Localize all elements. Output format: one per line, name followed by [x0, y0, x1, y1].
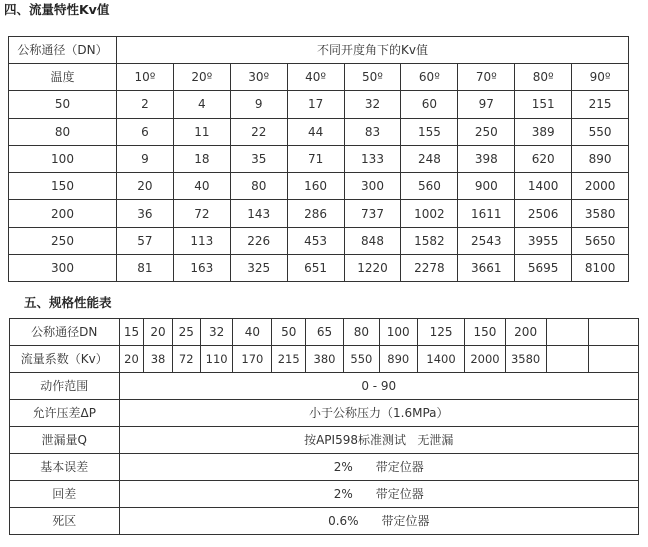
kv-value-cell: 83 [344, 118, 401, 145]
kv-value: 110 [200, 346, 233, 373]
dn-value: 65 [306, 319, 344, 346]
dn-value: 80 [343, 319, 379, 346]
dn-value: 100 [379, 319, 417, 346]
spec-value: 按API598标准测试 无泄漏 [119, 427, 638, 454]
dn-cell: 50 [9, 91, 117, 118]
dn-value: 32 [200, 319, 233, 346]
kv-value-cell: 113 [173, 227, 230, 254]
kv-value-cell: 17 [287, 91, 344, 118]
spec-row [10, 427, 639, 454]
spec-value: 小于公称压力（1.6MPa） [119, 400, 638, 427]
spec-value: 2% 带定位器 [119, 454, 638, 481]
kv-value-cell: 1611 [458, 200, 515, 227]
table-row [9, 118, 629, 145]
kv-value-cell: 155 [401, 118, 458, 145]
kv-value-cell: 250 [458, 118, 515, 145]
kv-value-cell: 398 [458, 145, 515, 172]
kv-value-cell: 6 [117, 118, 174, 145]
kv-value: 380 [306, 346, 344, 373]
dn-value [589, 319, 639, 346]
kv-value: 215 [272, 346, 306, 373]
kv-value-cell: 8100 [572, 255, 629, 282]
spec-table [9, 318, 639, 535]
kv-value-cell: 3580 [572, 200, 629, 227]
kv-value: 38 [144, 346, 172, 373]
kv-value: 890 [379, 346, 417, 373]
kv-table-header-row [9, 37, 629, 64]
dn-row [10, 319, 639, 346]
kv-value [546, 346, 588, 373]
kv-value-cell: 20 [117, 173, 174, 200]
kv-value-cell: 2506 [515, 200, 572, 227]
kv-coefficient-row [10, 346, 639, 373]
dn-cell: 80 [9, 118, 117, 145]
dn-value: 20 [144, 319, 172, 346]
kv-value-cell: 737 [344, 200, 401, 227]
kv-value-cell: 163 [173, 255, 230, 282]
dn-label: 公称通径DN [10, 319, 120, 346]
angle-header: 不同开度角下的Kv值 [117, 37, 629, 64]
angle-cell: 90º [572, 64, 629, 91]
spec-label: 允许压差ΔP [10, 400, 120, 427]
kv-value-cell: 35 [230, 145, 287, 172]
kv-value-cell: 80 [230, 173, 287, 200]
kv-value: 170 [233, 346, 272, 373]
dn-cell: 250 [9, 227, 117, 254]
kv-value-cell: 22 [230, 118, 287, 145]
table-row [9, 173, 629, 200]
kv-value-cell: 560 [401, 173, 458, 200]
dn-value: 25 [172, 319, 200, 346]
kv-value-cell: 151 [515, 91, 572, 118]
kv-value-cell: 57 [117, 227, 174, 254]
spec-label: 回差 [10, 481, 120, 508]
spec-value: 0.6% 带定位器 [119, 508, 638, 535]
table-row [9, 227, 629, 254]
table-row [9, 200, 629, 227]
kv-value-cell: 18 [173, 145, 230, 172]
kv-value-cell: 160 [287, 173, 344, 200]
kv-value-cell: 620 [515, 145, 572, 172]
kv-value-cell: 5695 [515, 255, 572, 282]
kv-value-cell: 44 [287, 118, 344, 145]
dn-cell: 150 [9, 173, 117, 200]
spec-label: 死区 [10, 508, 120, 535]
spec-label: 动作范围 [10, 373, 120, 400]
kv-value-cell: 81 [117, 255, 174, 282]
kv-value-cell: 97 [458, 91, 515, 118]
kv-value-cell: 453 [287, 227, 344, 254]
dn-value: 50 [272, 319, 306, 346]
dn-value: 125 [417, 319, 465, 346]
kv-value-cell: 325 [230, 255, 287, 282]
spec-value: 0 - 90 [119, 373, 638, 400]
kv-label: 流量系数（Kv） [10, 346, 120, 373]
kv-value-cell: 36 [117, 200, 174, 227]
kv-value-cell: 1220 [344, 255, 401, 282]
kv-value-cell: 550 [572, 118, 629, 145]
spec-row [10, 454, 639, 481]
table-row [9, 145, 629, 172]
kv-value: 2000 [465, 346, 505, 373]
kv-value-cell: 9 [230, 91, 287, 118]
spec-row [10, 481, 639, 508]
dn-header: 公称通径（DN） [9, 37, 117, 64]
kv-value-cell: 890 [572, 145, 629, 172]
kv-value-cell: 32 [344, 91, 401, 118]
kv-value-cell: 4 [173, 91, 230, 118]
kv-value-cell: 133 [344, 145, 401, 172]
kv-value-cell: 286 [287, 200, 344, 227]
kv-value-cell: 2000 [572, 173, 629, 200]
section-4-title: 四、流量特性Kv值 [4, 2, 110, 17]
dn-cell: 100 [9, 145, 117, 172]
angle-cell: 70º [458, 64, 515, 91]
kv-value: 550 [343, 346, 379, 373]
kv-value: 20 [119, 346, 144, 373]
kv-value-cell: 900 [458, 173, 515, 200]
kv-value-cell: 1002 [401, 200, 458, 227]
dn-value: 150 [465, 319, 505, 346]
kv-value: 72 [172, 346, 200, 373]
kv-value-cell: 1400 [515, 173, 572, 200]
dn-value [546, 319, 588, 346]
kv-value-cell: 3661 [458, 255, 515, 282]
kv-value-cell: 72 [173, 200, 230, 227]
angle-cell: 50º [344, 64, 401, 91]
spec-row [10, 508, 639, 535]
kv-value-cell: 1582 [401, 227, 458, 254]
angle-cell: 20º [173, 64, 230, 91]
kv-value-cell: 60 [401, 91, 458, 118]
spec-row [10, 373, 639, 400]
angle-cell: 80º [515, 64, 572, 91]
dn-value: 40 [233, 319, 272, 346]
spec-label: 基本误差 [10, 454, 120, 481]
angle-cell: 40º [287, 64, 344, 91]
kv-value-cell: 40 [173, 173, 230, 200]
kv-value: 1400 [417, 346, 465, 373]
dn-cell: 200 [9, 200, 117, 227]
kv-value-cell: 71 [287, 145, 344, 172]
table-row [9, 255, 629, 282]
kv-value-cell: 2543 [458, 227, 515, 254]
table-row [9, 91, 629, 118]
kv-value-cell: 248 [401, 145, 458, 172]
angle-cell: 30º [230, 64, 287, 91]
dn-value: 15 [119, 319, 144, 346]
kv-value-cell: 5650 [572, 227, 629, 254]
spec-value: 2% 带定位器 [119, 481, 638, 508]
kv-value-cell: 2278 [401, 255, 458, 282]
kv-value-cell: 651 [287, 255, 344, 282]
kv-value-cell: 3955 [515, 227, 572, 254]
kv-value-cell: 11 [173, 118, 230, 145]
dn-cell: 300 [9, 255, 117, 282]
kv-value-cell: 226 [230, 227, 287, 254]
section-5-title: 五、规格性能表 [24, 295, 112, 310]
kv-value-cell: 143 [230, 200, 287, 227]
kv-table [8, 36, 629, 282]
kv-value-cell: 389 [515, 118, 572, 145]
temp-header: 温度 [9, 64, 117, 91]
kv-value-cell: 9 [117, 145, 174, 172]
spec-row [10, 400, 639, 427]
kv-value-cell: 300 [344, 173, 401, 200]
angle-cell: 10º [117, 64, 174, 91]
dn-value: 200 [505, 319, 546, 346]
kv-value-cell: 2 [117, 91, 174, 118]
angle-cell: 60º [401, 64, 458, 91]
kv-value: 3580 [505, 346, 546, 373]
spec-label: 泄漏量Q [10, 427, 120, 454]
kv-value [589, 346, 639, 373]
kv-table-angle-row [9, 64, 629, 91]
kv-value-cell: 848 [344, 227, 401, 254]
kv-value-cell: 215 [572, 91, 629, 118]
